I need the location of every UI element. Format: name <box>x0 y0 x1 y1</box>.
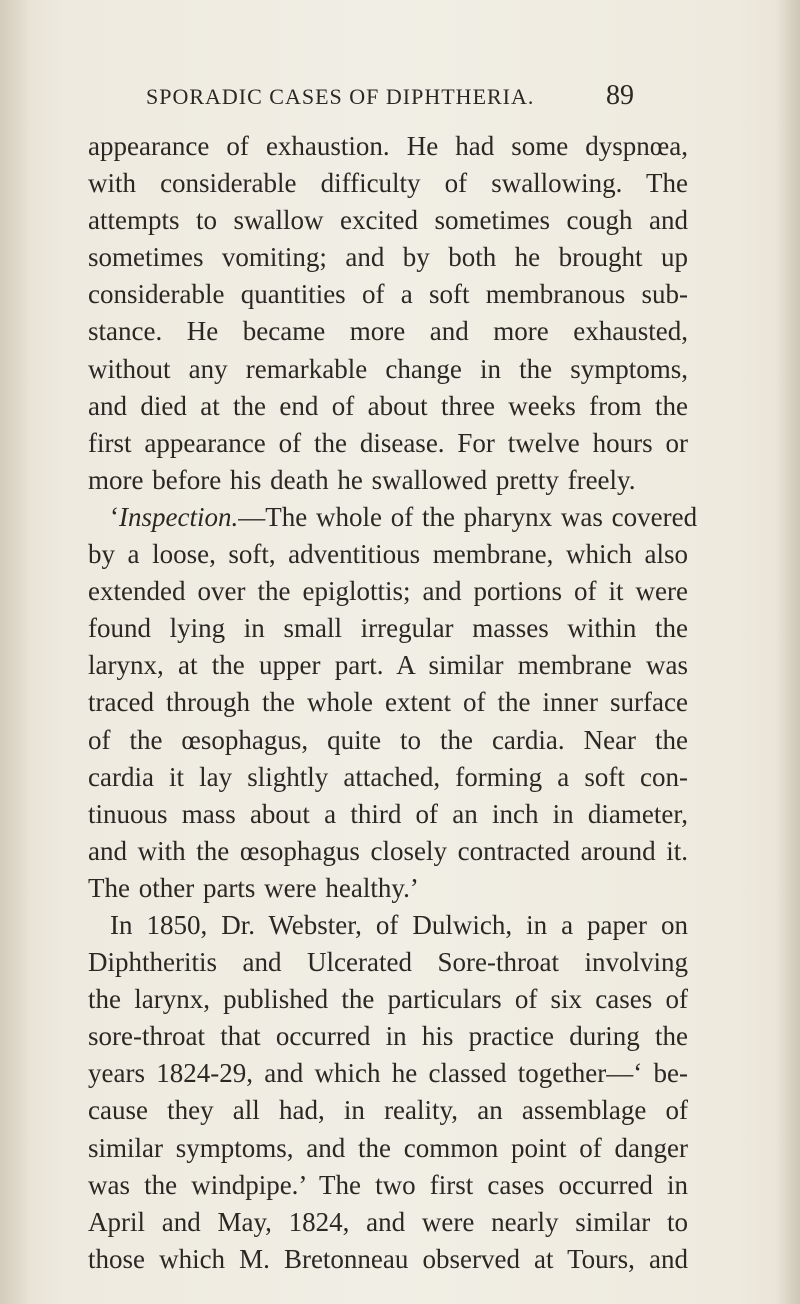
text-line: tinuous mass about a third of an inch in diameter, <box>88 798 688 829</box>
text-line: extended over the epiglottis; and portions of it were <box>88 576 688 607</box>
text-line: appearance of exhaustion. He had some dyspnœa, <box>88 131 688 161</box>
text-line: Diphtheritis and Ulcerated Sore-throat involving <box>88 947 688 978</box>
text-line: cause they all had, in reality, an assemblage of <box>88 1095 688 1126</box>
text-line: traced through the whole extent of the inner surface <box>88 687 688 718</box>
text-line: years 1824-29, and which he classed together—‘ be- <box>88 1058 688 1089</box>
text-line: considerable quantities of a soft membranous sub- <box>88 279 688 310</box>
text-line: similar symptoms, and the common point of danger <box>88 1132 688 1163</box>
text-line: those which M. Bretonneau observed at Tours, and <box>88 1243 688 1274</box>
text-line: cardia it lay slightly attached, forming a soft con- <box>88 761 688 792</box>
text-line: sometimes vomiting; and by both he brought up <box>88 242 688 273</box>
text-line: of the œsophagus, quite to the cardia. Near the <box>88 724 688 755</box>
running-title: SPORADIC CASES OF DIPHTHERIA. <box>146 84 535 109</box>
text-line: and died at the end of about three weeks from the <box>88 390 688 421</box>
text-line: April and May, 1824, and were nearly similar to <box>88 1206 688 1237</box>
text-line: stance. He became more and more exhausted, <box>88 316 688 347</box>
page-shadow-right <box>776 0 800 1304</box>
text-line: larynx, at the upper part. A similar membrane was <box>88 650 688 681</box>
running-header <box>146 80 666 116</box>
inspection-line <box>88 499 698 536</box>
text-line: attempts to swallow excited sometimes cough and <box>88 205 688 236</box>
inspection-dash: —The whole of <box>238 501 422 532</box>
text-line: by a loose, soft, adventitious membrane, which also <box>88 539 688 570</box>
text-line: and with the œsophagus closely contracted around it. <box>88 835 688 866</box>
page-number: 89 <box>606 80 634 111</box>
text-line: In 1850, Dr. Webster, of Dulwich, in a paper on <box>110 909 688 940</box>
text-line: The other parts were healthy.’ <box>88 872 419 903</box>
page-shadow-left <box>0 0 30 1304</box>
text-line: the pharynx was covered <box>421 501 698 532</box>
text-line: found lying in small irregular masses within the <box>88 613 688 644</box>
inspection-heading: Inspection. <box>119 501 239 532</box>
text-line: with considerable difficulty of swallowing. The <box>88 168 688 199</box>
text-line: was the windpipe.’ The two first cases occurred in <box>88 1169 688 1200</box>
text-line: the larynx, published the particulars of six cases of <box>88 984 688 1015</box>
text-line: sore-throat that occurred in his practice during the <box>88 1021 688 1052</box>
opening-quote: ‘ <box>110 501 119 532</box>
text-line: more before his death he swallowed pretty freely. <box>88 464 636 495</box>
text-line: first appearance of the disease. For twelve hours or <box>88 427 688 458</box>
body-text <box>88 128 698 1278</box>
text-line: without any remarkable change in the symptoms, <box>88 353 688 384</box>
